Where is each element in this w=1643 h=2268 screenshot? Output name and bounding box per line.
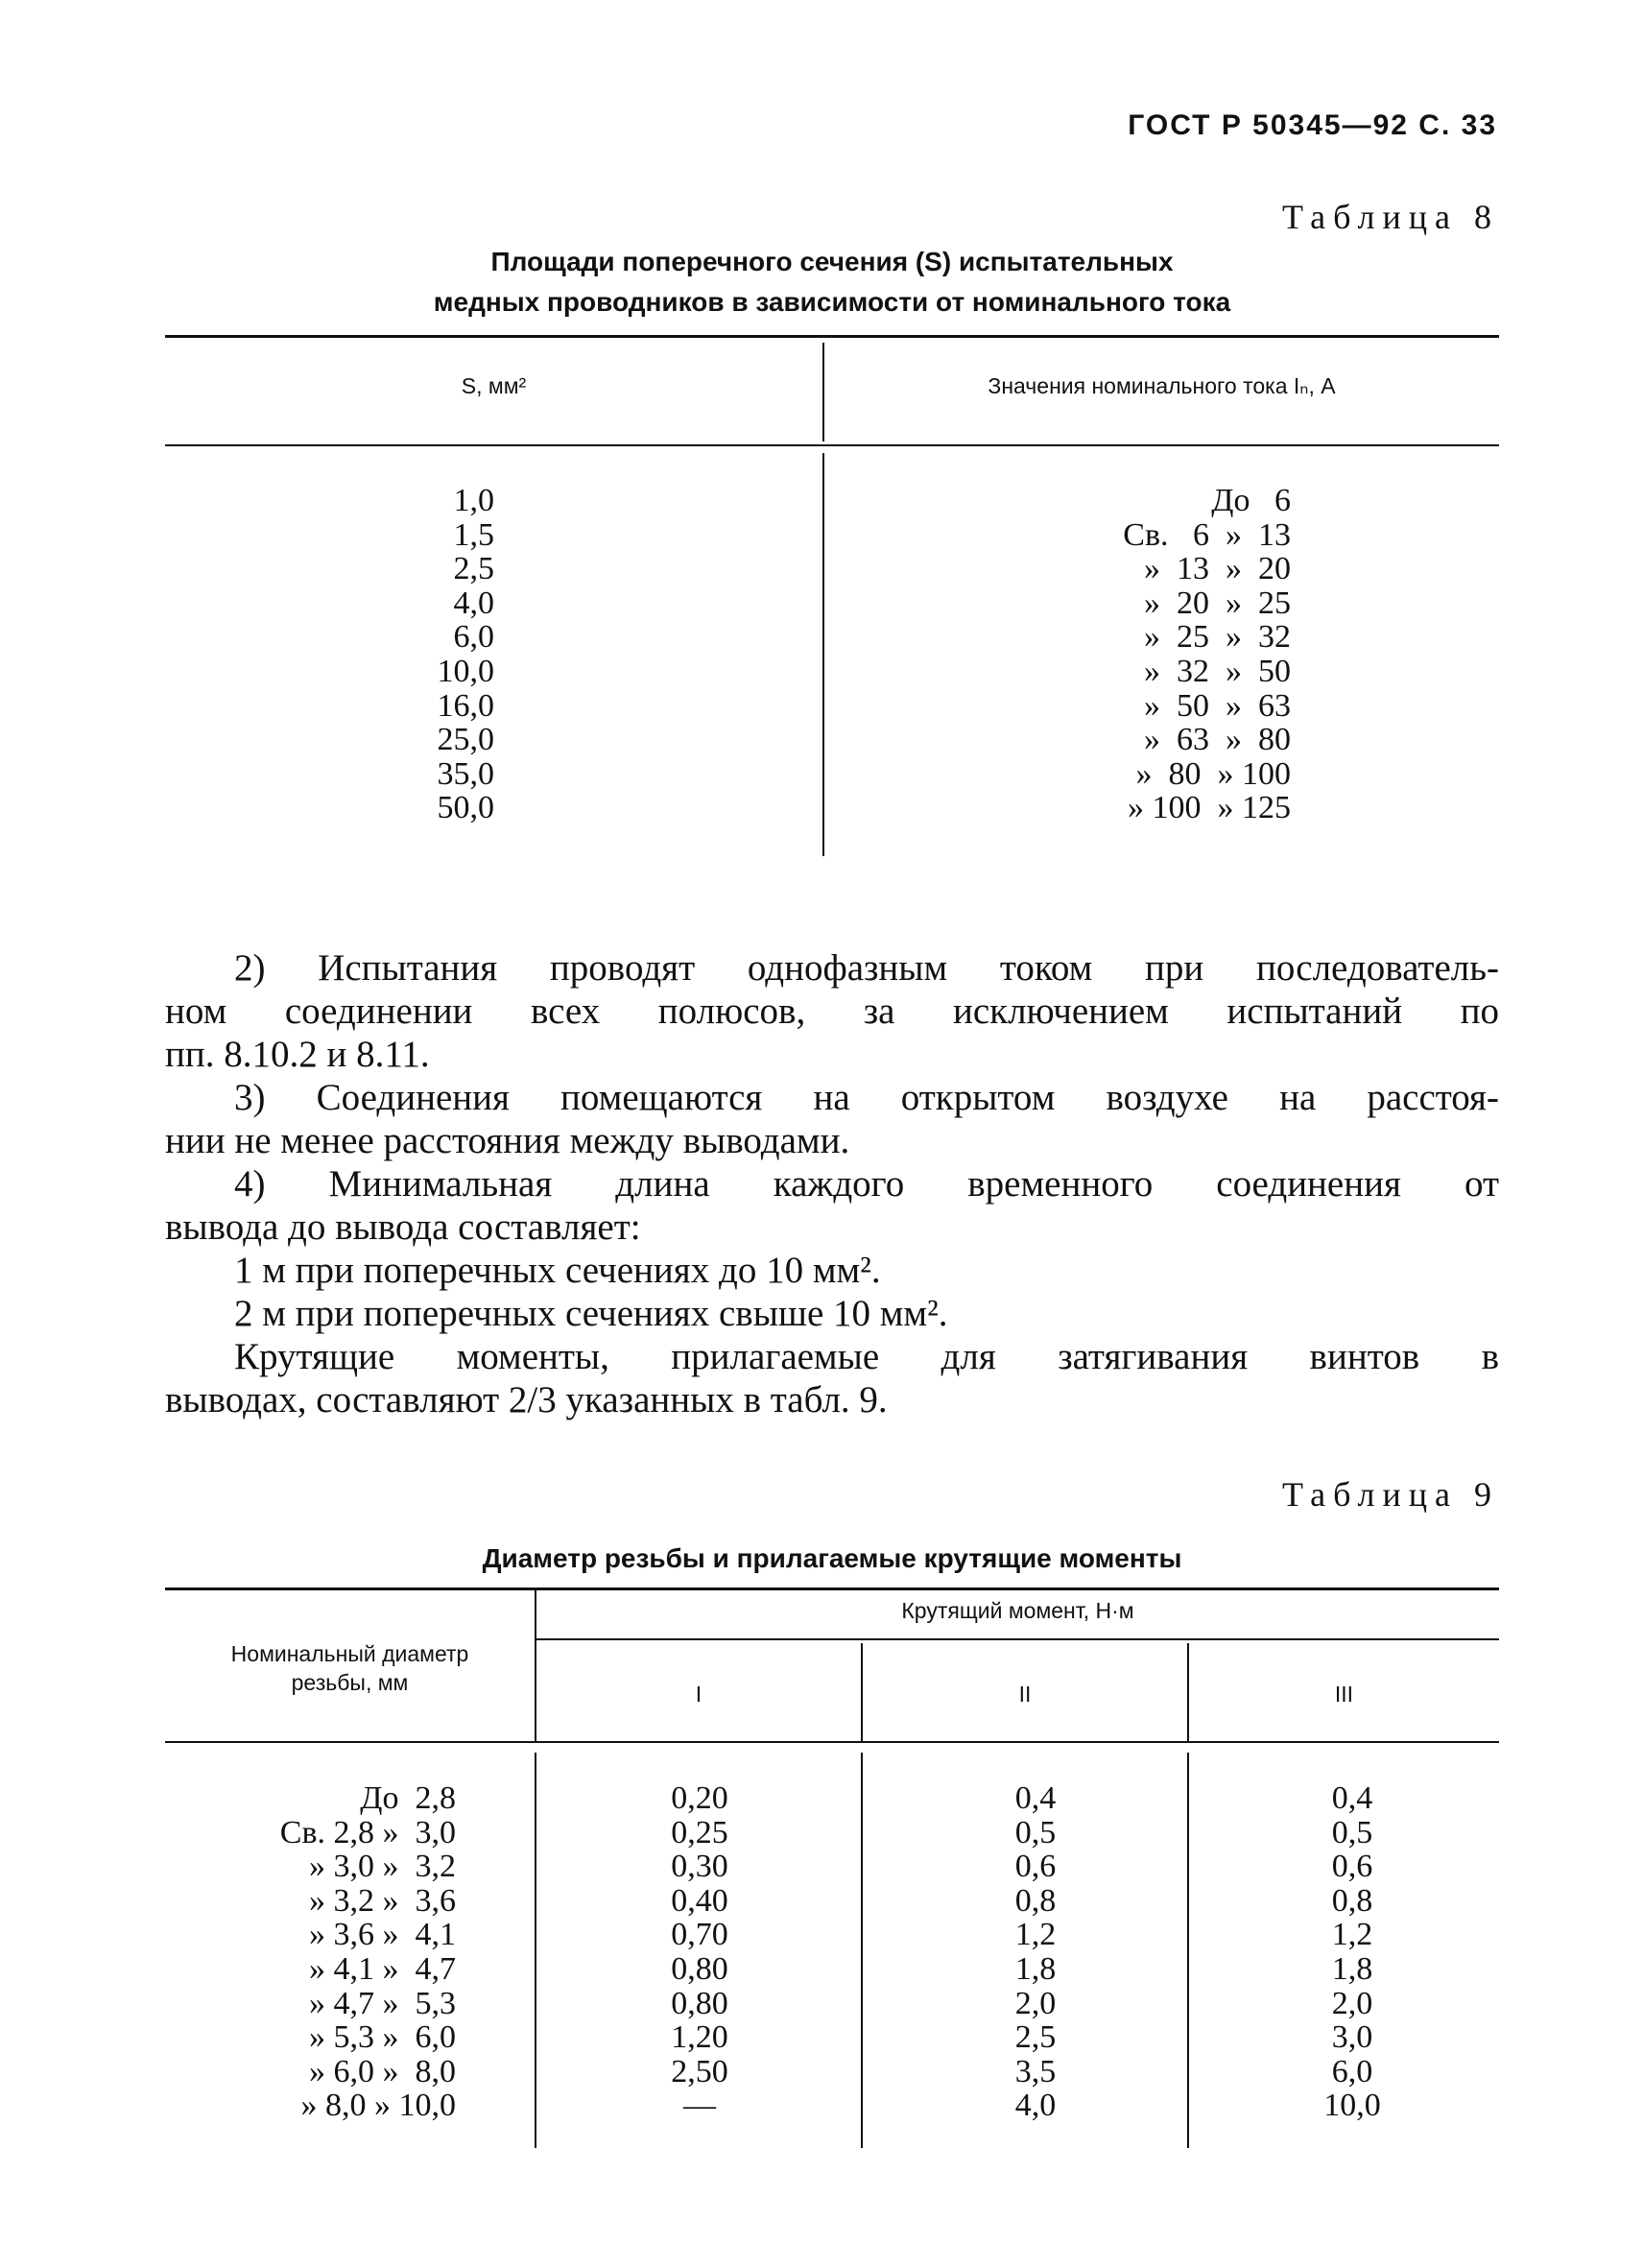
text-line: нии не менее расстояния между выводами. — [165, 1120, 850, 1161]
table9-diameter: До 2,8 — [360, 1780, 456, 1816]
text-line: 4) Минимальная длина каждого временного соединения от — [234, 1163, 1499, 1205]
table8-current: » 50 » 63 — [1144, 687, 1291, 724]
table8-header-rule — [165, 444, 1499, 446]
table9-col1-header-line1: Номинальный диаметр — [230, 1641, 469, 1666]
table9-torque-III: 0,4 — [1331, 1780, 1373, 1816]
table9-torque-III: 2,0 — [1331, 1985, 1373, 2021]
table8-body-divider — [822, 453, 824, 856]
table9-torque-III: 10,0 — [1323, 2088, 1381, 2124]
table9-torque-II: 0,8 — [1014, 1882, 1057, 1919]
table8-top-rule — [165, 335, 1499, 338]
table8-area: 1,5 — [453, 516, 494, 553]
table9-torque-II: 0,5 — [1014, 1814, 1057, 1850]
table8-current: » 25 » 32 — [1144, 619, 1291, 656]
table9-title: Диаметр резьбы и прилагаемые крутящие моменты — [482, 1543, 1182, 1573]
table9-subheader-rule — [536, 1638, 1499, 1640]
table9-torque-III: 0,8 — [1331, 1882, 1373, 1919]
table9-body-divider-3 — [1187, 1753, 1189, 2148]
table9-torque-I: 0,40 — [671, 1882, 728, 1919]
table9-torque-header: Крутящий момент, Н·м — [901, 1598, 1134, 1623]
table9-body-divider-1 — [535, 1753, 536, 2148]
table9-torque-III: 6,0 — [1331, 2053, 1373, 2089]
table9-torque-I: — — [683, 2088, 716, 2124]
table9-subheader-I: I — [695, 1682, 702, 1707]
table9-subheader-II: II — [1018, 1682, 1032, 1707]
table8-area: 16,0 — [437, 687, 494, 724]
table8-area: 1,0 — [453, 483, 494, 518]
table9-torque-II: 0,4 — [1014, 1780, 1057, 1816]
table8-current: » 63 » 80 — [1144, 722, 1291, 758]
table9-torque-III: 0,6 — [1331, 1849, 1373, 1885]
table9-torque-III: 1,8 — [1331, 1950, 1373, 1987]
table9-col-II — [968, 1781, 1103, 2123]
body-text — [165, 946, 1499, 1421]
text-line: 1 м при поперечных сечениях до 10 мм². — [234, 1250, 881, 1291]
table9-torque-II: 2,0 — [1014, 1985, 1057, 2021]
table8-area: 10,0 — [437, 653, 494, 689]
table8-currents — [960, 484, 1291, 825]
table9-torque-II: 0,6 — [1014, 1849, 1057, 1885]
table9-label: Таблица 9 — [1282, 1475, 1499, 1514]
table9-torque-III: 3,0 — [1331, 2019, 1373, 2056]
text-line: 2 м при поперечных сечениях свыше 10 мм². — [234, 1293, 948, 1334]
table9-torque-I: 1,20 — [671, 2019, 728, 2056]
table8-current: » 20 » 25 — [1144, 585, 1291, 621]
table9-diameter: » 3,6 » 4,1 — [309, 1917, 456, 1953]
table9-col-III — [1285, 1781, 1419, 2123]
text-line: выводах, составляют 2/3 указанных в табл. 9. — [165, 1379, 888, 1420]
table8-title-line1: Площади поперечного сечения (S) испытательных — [490, 247, 1174, 276]
table8-area: 50,0 — [437, 790, 494, 826]
table9-torque-III: 1,2 — [1331, 1917, 1373, 1953]
table9-torque-II: 4,0 — [1014, 2088, 1057, 2124]
table9-header-rule — [165, 1741, 1499, 1743]
table8-area: 6,0 — [453, 619, 494, 656]
text-line: ном соединении всех полюсов, за исключением испытаний по — [165, 991, 1499, 1032]
table9-col1-header-line2: резьбы, мм — [291, 1670, 409, 1695]
table9-torque-II: 3,5 — [1014, 2053, 1057, 2089]
table8-area: 35,0 — [437, 755, 494, 792]
table9-diameter: Св. 2,8 » 3,0 — [279, 1814, 456, 1850]
table9-diameter: » 6,0 » 8,0 — [309, 2053, 456, 2089]
table8-current: » 80 » 100 — [1135, 755, 1291, 792]
table8-area: 25,0 — [437, 722, 494, 758]
table8-current: » 13 » 20 — [1144, 551, 1291, 587]
table9-torque-I: 2,50 — [671, 2053, 728, 2089]
table8-area: 2,5 — [453, 551, 494, 587]
table8-current: » 32 » 50 — [1144, 653, 1291, 689]
table8-areas — [365, 484, 494, 825]
table9-torque-II: 1,2 — [1014, 1917, 1057, 1953]
table9-torque-III: 0,5 — [1331, 1814, 1373, 1850]
table8-current: Св. 6 » 13 — [1123, 516, 1291, 553]
table9-col-I — [632, 1781, 767, 2123]
text-line: 2) Испытания проводят однофазным током при последователь- — [234, 947, 1499, 989]
table9-diameter: » 4,7 » 5,3 — [309, 1985, 456, 2021]
text-line: вывода до вывода составляет: — [165, 1206, 641, 1248]
table9-diameter: » 4,1 » 4,7 — [309, 1950, 456, 1987]
table8-title — [165, 242, 1499, 322]
table8-title-line2: медных проводников в зависимости от номинального тока — [433, 287, 1231, 317]
table8-current: До 6 — [1170, 483, 1291, 518]
table9-torque-II: 1,8 — [1014, 1950, 1057, 1987]
table8-current: » 100 » 125 — [1128, 790, 1291, 826]
table9-diameters — [221, 1781, 456, 2123]
table9-diameter: » 3,2 » 3,6 — [309, 1882, 456, 1919]
table9-torque-I: 0,70 — [671, 1917, 728, 1953]
table8-label: Таблица 8 — [1282, 198, 1499, 236]
table8-col2-header: Значения номинального тока Iₙ, А — [988, 373, 1336, 398]
table9-diameter: » 8,0 » 10,0 — [300, 2088, 456, 2124]
text-line: пп. 8.10.2 и 8.11. — [165, 1034, 430, 1075]
text-line: Крутящие моменты, прилагаемые для затягивания винтов в — [234, 1336, 1499, 1377]
table9-torque-I: 0,30 — [671, 1849, 728, 1885]
table8-col1-header: S, мм² — [461, 373, 527, 398]
table9-col1-header — [165, 1639, 535, 1697]
table9-subheader-III: III — [1334, 1682, 1354, 1707]
table9-torque-I: 0,20 — [671, 1780, 728, 1816]
table9-torque-I: 0,80 — [671, 1950, 728, 1987]
table9-diameter: » 3,0 » 3,2 — [309, 1849, 456, 1885]
table9-body-divider-2 — [861, 1753, 863, 2148]
table9-torque-I: 0,25 — [671, 1814, 728, 1850]
table9-diameter: » 5,3 » 6,0 — [309, 2019, 456, 2056]
table9-torque-I: 0,80 — [671, 1985, 728, 2021]
page-header: ГОСТ Р 50345—92 С. 33 — [1128, 109, 1497, 141]
table9-torque-II: 2,5 — [1014, 2019, 1057, 2056]
table8-area: 4,0 — [453, 585, 494, 621]
table9-top-rule — [165, 1588, 1499, 1590]
text-line: 3) Соединения помещаются на открытом воздухе на расстоя- — [234, 1077, 1499, 1118]
